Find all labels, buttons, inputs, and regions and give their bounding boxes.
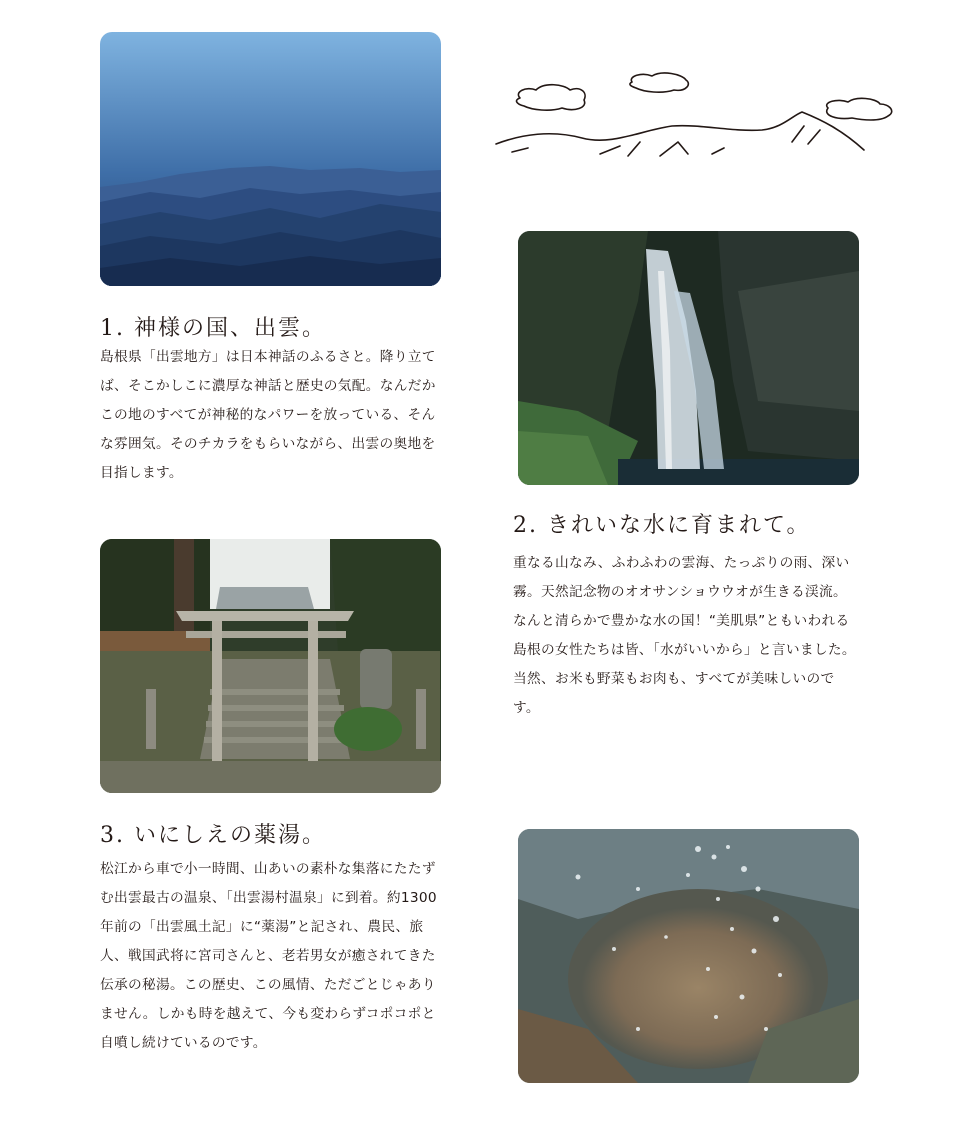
- mountain-clouds-line-illustration: [492, 68, 900, 164]
- section-3-paragraph: 松江から車で小一時間、山あいの素朴な集落にたたずむ出雲最古の温泉、「出雲湯村温泉」に到着。約1300年前の「出雲風土記」に“薬湯”と記され、農民、旅人、戦国武将に宮司さんと、老若男女が癒されてきた伝承の秘湯。この歴史、この風情、ただごとじゃありません。しかも時を越えて、今も変わらずコポコポと自噴し続けているのです。: [100, 861, 437, 1051]
- section-3-heading: 3. いにしえの薬湯。: [100, 823, 326, 848]
- section-2-heading: 2. きれいな水に育まれて。: [513, 513, 811, 538]
- shrine-torii-photo: [100, 539, 441, 793]
- hot-spring-water-photo: [518, 829, 859, 1083]
- section-2-paragraph: 重なる山なみ、ふわふわの雲海、たっぷりの雨、深い霧。天然記念物のオオサンショウウオが生きる渓流。なんと清らかで豊かな水の国！“美肌県”ともいわれる島根の女性たちは皆、「水がいいから」と言いました。当然、お米も野菜もお肉も、すべてが美味しいのです。: [513, 555, 856, 716]
- section-1-heading: 1. 神様の国、出雲。: [100, 316, 326, 341]
- waterfall-photo: [518, 231, 859, 485]
- blue-mountain-ridges-photo: [100, 32, 441, 286]
- section-1-paragraph: 島根県「出雲地方」は日本神話のふるさと。降り立てば、そこかしこに濃厚な神話と歴史の気配。なんだかこの地のすべてが神秘的なパワーを放っている、そんな雰囲気。そのチカラをもらいながら、出雲の奥地を目指します。: [100, 349, 436, 481]
